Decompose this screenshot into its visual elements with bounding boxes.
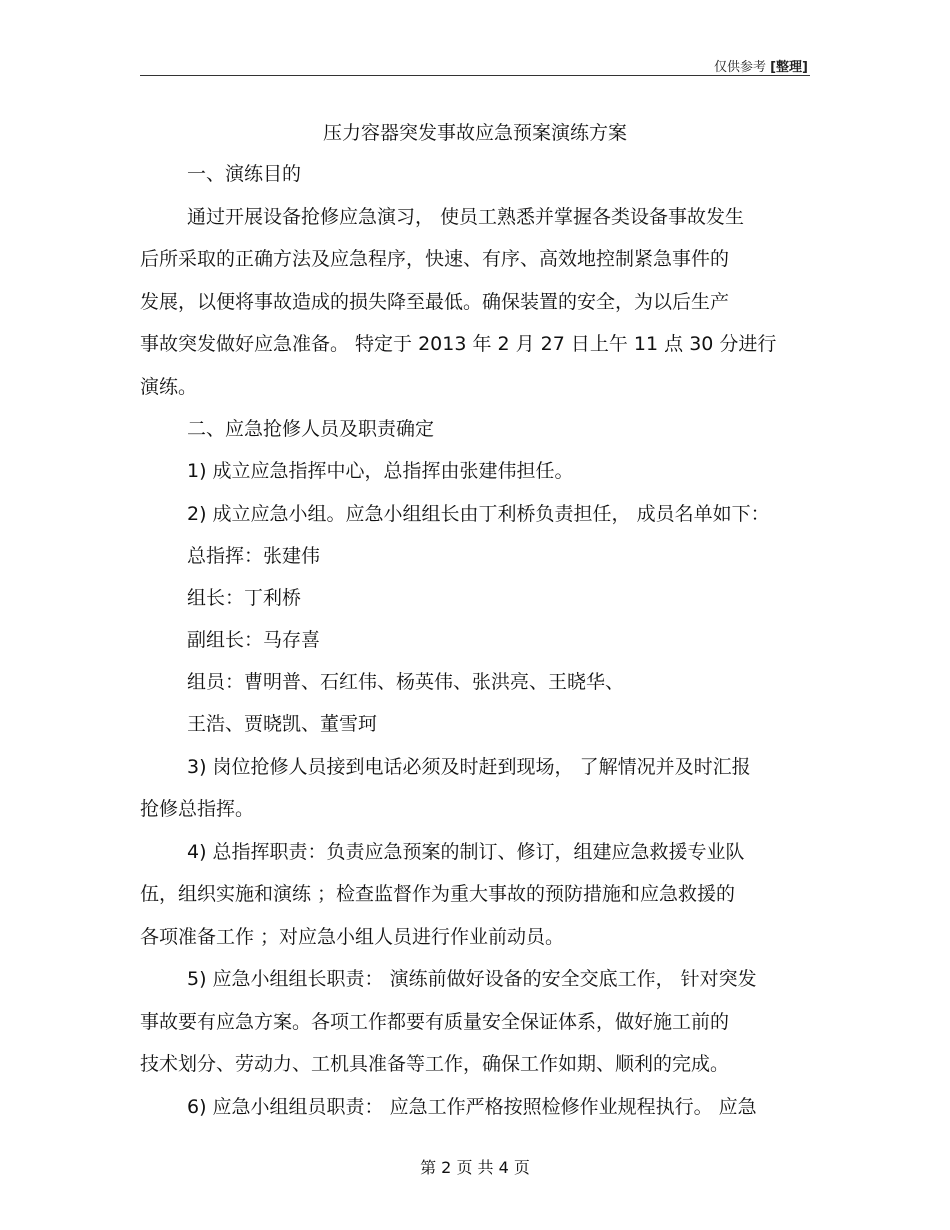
paragraph-line: 伍，组织实施和演练 ；检查监督作为重大事故的预防措施和应急救援的	[140, 883, 736, 905]
roster-line: 总指挥：张建伟	[187, 545, 321, 567]
page-header	[714, 56, 808, 75]
list-item: 6) 应急小组组员职责： 应急工作严格按照检修作业规程执行。 应急	[187, 1096, 757, 1118]
paragraph-line: 演练。	[140, 376, 198, 398]
roster-line: 王浩、贾晓凯、董雪珂	[187, 713, 378, 735]
paragraph-line: 事故要有应急方案。各项工作都要有质量安全保证体系，做好施工前的	[140, 1011, 730, 1033]
paragraph-line: 抢修总指挥。	[140, 798, 255, 820]
roster-line: 组员：曹明普、石红伟、杨英伟、张洪亮、王晓华、	[187, 671, 625, 693]
paragraph-line: 事故突发做好应急准备。 特定于 2013 年 2 月 27 日上午 11 点 30 分进行	[140, 333, 777, 355]
paragraph-line: 通过开展设备抢修应急演习， 使员工熟悉并掌握各类设备事故发生	[187, 206, 745, 228]
list-item: 2) 成立应急小组。应急小组组长由丁利桥负责担任， 成员名单如下：	[187, 503, 770, 525]
list-item: 5) 应急小组组长职责： 演练前做好设备的安全交底工作， 针对突发	[187, 968, 757, 990]
header-note: 仅供参考	[713, 60, 766, 75]
paragraph-line: 发展，以便将事故造成的损失降至最低。确保装置的安全，为以后生产	[140, 291, 730, 313]
list-item: 3) 岗位抢修人员接到电话必须及时赶到现场， 了解情况并及时汇报	[187, 756, 751, 778]
list-item: 1) 成立应急指挥中心，总指挥由张建伟担任。	[187, 460, 574, 482]
paragraph-line: 各项准备工作 ；对应急小组人员进行作业前动员。	[140, 926, 565, 948]
section-heading: 一、演练目的	[187, 163, 302, 185]
paragraph-line: 后所采取的正确方法及应急程序，快速、有序、高效地控制紧急事件的	[140, 248, 730, 270]
header-divider	[140, 75, 810, 76]
list-item: 4) 总指挥职责：负责应急预案的制订、修订，组建应急救援专业队	[187, 841, 745, 863]
roster-line: 组长：丁利桥	[187, 587, 302, 609]
section-heading: 二、应急抢修人员及职责确定	[187, 418, 435, 440]
roster-line: 副组长：马存喜	[187, 629, 321, 651]
header-bracket: [整理]	[770, 60, 808, 75]
page-footer: 第 2 页 共 4 页	[420, 1158, 530, 1177]
document-title: 压力容器突发事故应急预案演练方案	[322, 122, 627, 144]
paragraph-line: 技术划分、劳动力、工机具准备等工作，确保工作如期、顺利的完成。	[140, 1053, 730, 1075]
